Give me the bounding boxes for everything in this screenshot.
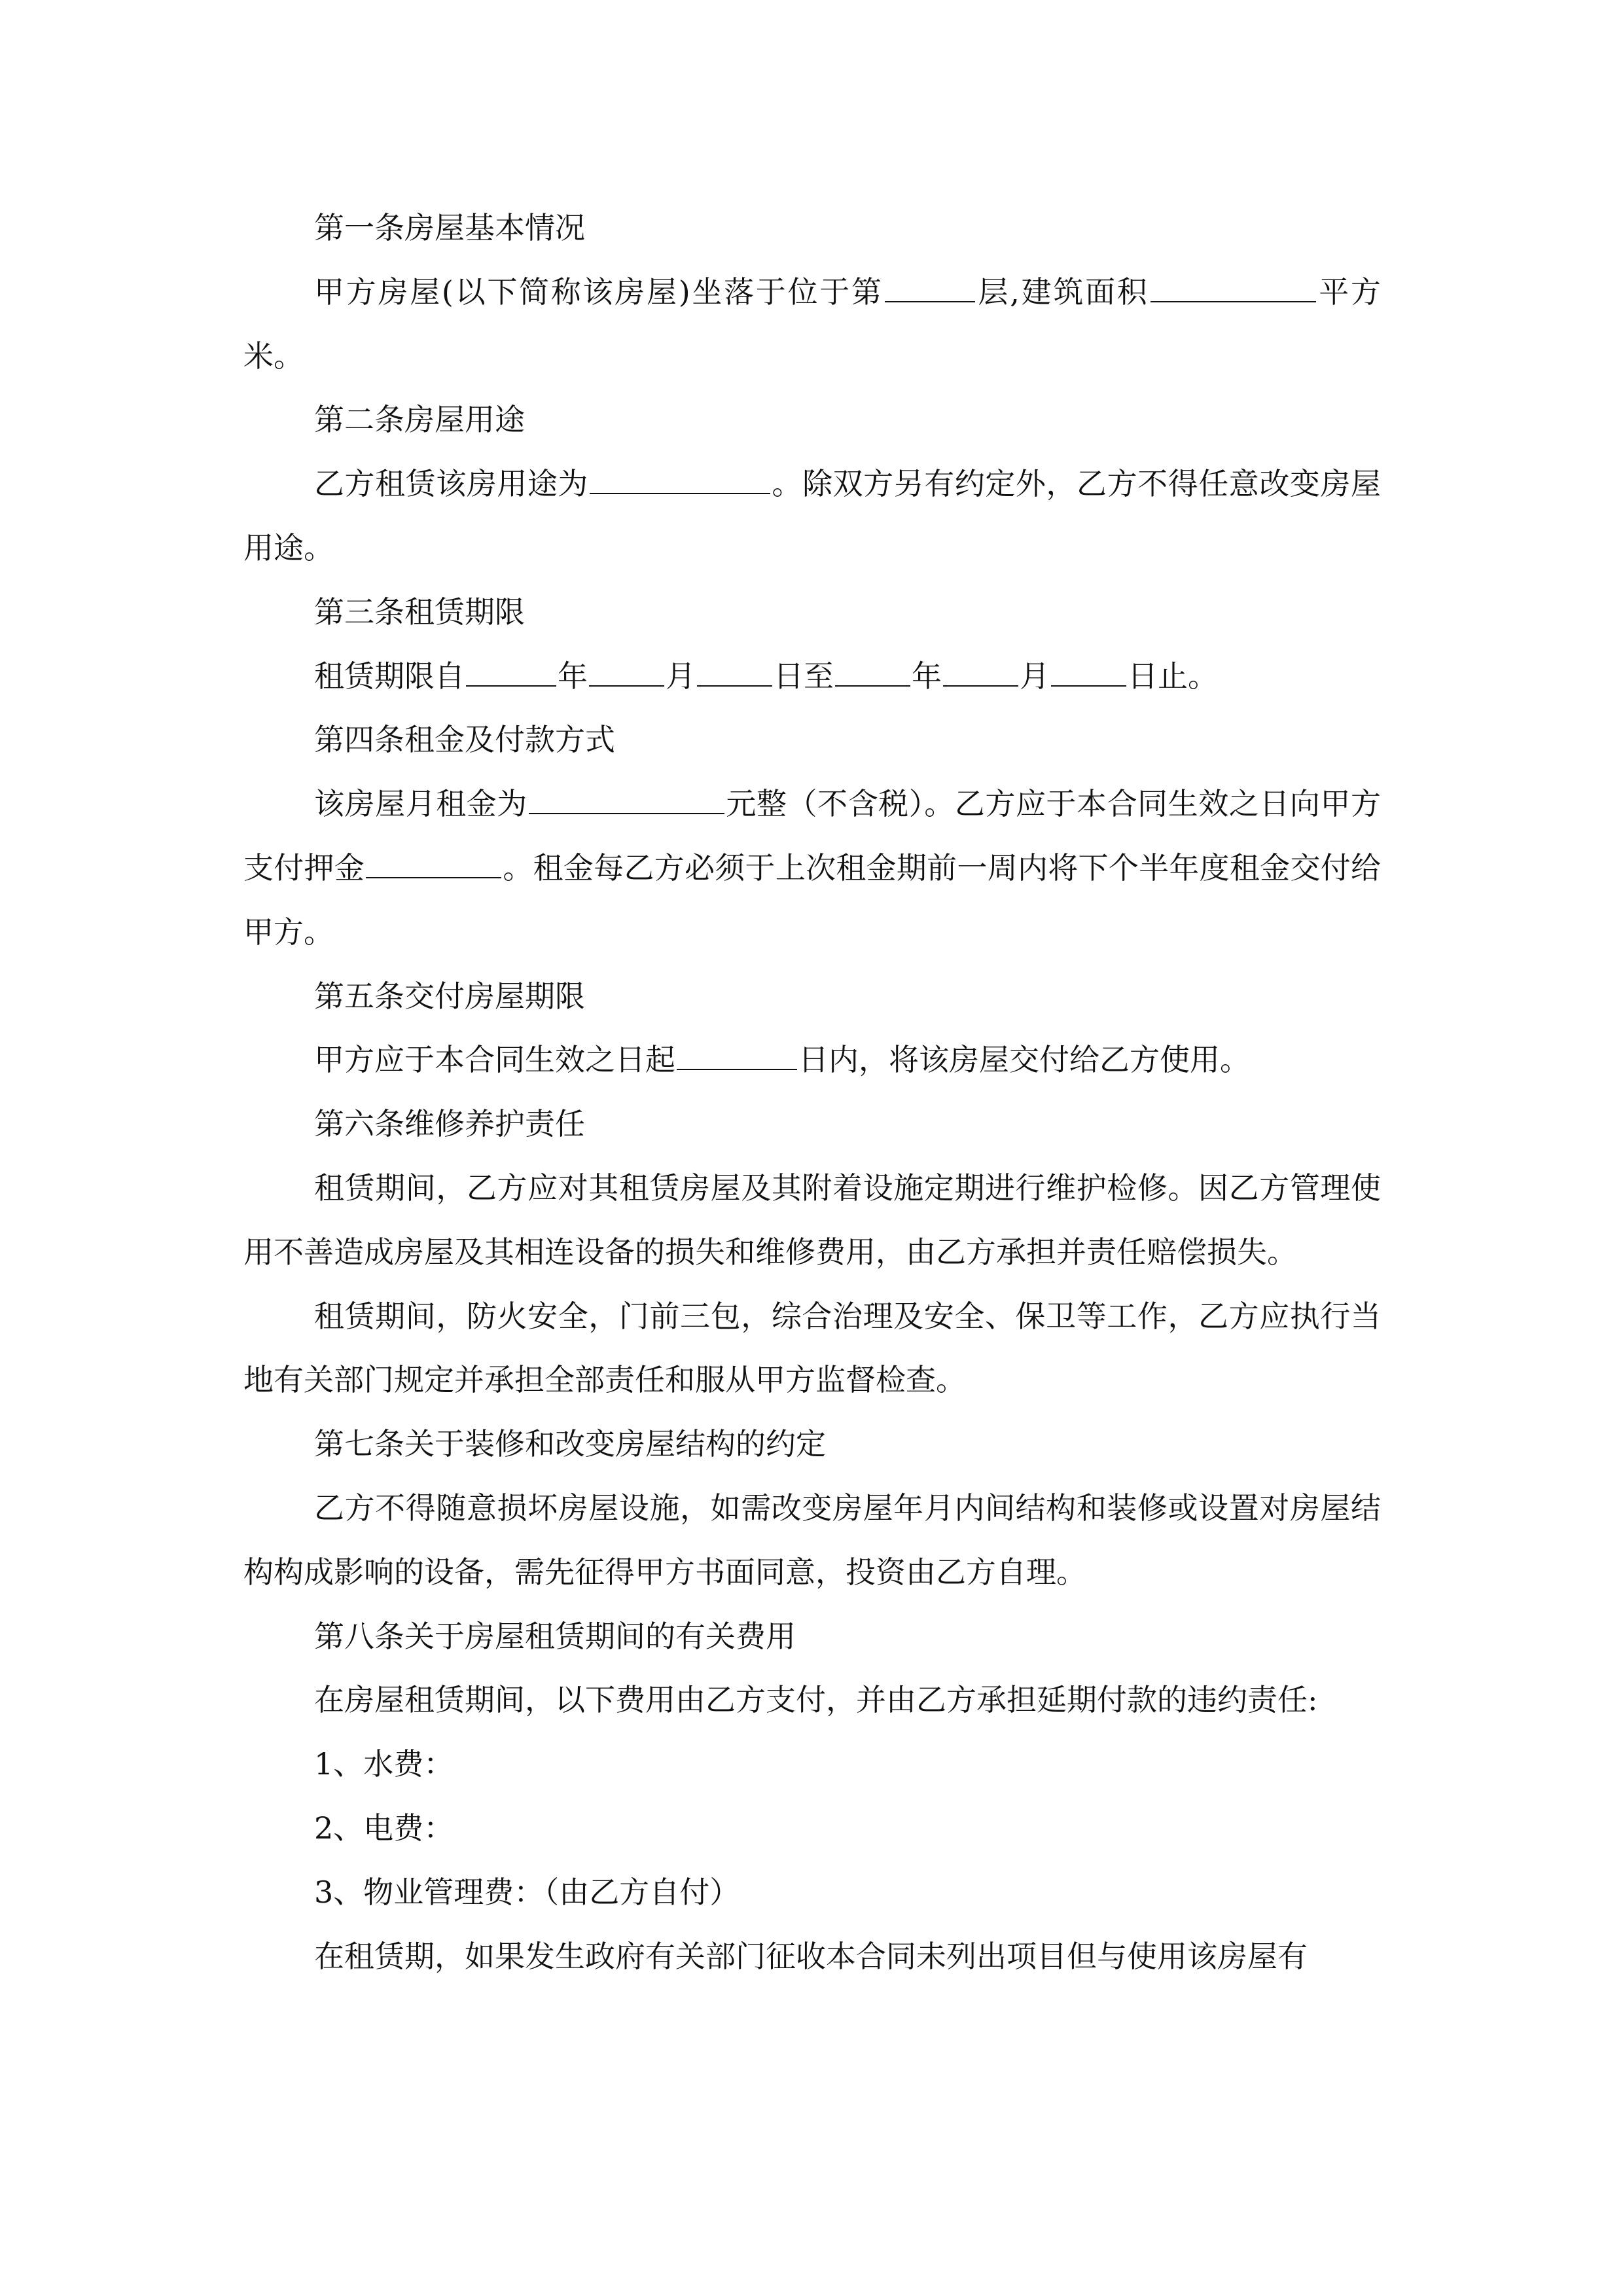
text-segment: 日至 [774, 658, 834, 694]
fill-in-blank [1051, 685, 1126, 687]
fill-in-blank [943, 685, 1018, 687]
text-segment: 第五条交付房屋期限 [314, 978, 585, 1014]
fill-in-blank [885, 300, 975, 302]
fill-in-blank [589, 685, 664, 687]
text-segment: 第二条房屋用途 [314, 402, 525, 438]
paragraph-art8-item-1 [243, 1732, 1381, 1797]
text-segment: 平方米。 [243, 274, 1382, 374]
text-segment: 在房屋租赁期间，以下费用由乙方支付，并由乙方承担延期付款的违约责任: [314, 1682, 1318, 1718]
text-segment: 乙方不得随意损坏房屋设施，如需改变房屋年月内间结构和装修或设置对房屋结构构成影响的设备，需先征得甲方书面同意，投资由乙方自理。 [243, 1490, 1381, 1590]
fill-in-blank [529, 812, 724, 814]
text-segment: 租赁期限自 [314, 658, 465, 694]
fill-in-blank [466, 685, 556, 687]
fill-in-blank [590, 492, 770, 494]
paragraph-art8-item-2 [243, 1797, 1381, 1861]
paragraph-art4-body [243, 772, 1381, 964]
fill-in-blank [697, 685, 772, 687]
paragraph-art6-body-1 [243, 1157, 1381, 1285]
text-segment: 。租金每乙方必须于上次租金期前一周内将下个半年度租金交付给甲方。 [243, 850, 1382, 950]
fill-in-blank [835, 685, 910, 687]
paragraph-art8-body-2 [243, 1925, 1381, 1989]
document-body [243, 196, 1381, 1988]
paragraph-art1-heading [243, 196, 1381, 260]
paragraph-art1-body [243, 260, 1381, 389]
text-segment: 年 [558, 658, 588, 694]
text-segment: 该房屋月租金为 [314, 786, 527, 822]
text-segment: 日止。 [1128, 658, 1218, 694]
text-segment: 年 [912, 658, 942, 694]
text-segment: 租赁期间，乙方应对其租赁房屋及其附着设施定期进行维护检修。因乙方管理使用不善造成房屋及其相连设备的损失和维修费用，由乙方承担并责任赔偿损失。 [243, 1170, 1381, 1270]
paragraph-art3-heading [243, 581, 1381, 645]
text-segment: 3、物业管理费：（由乙方自付） [314, 1874, 740, 1910]
text-segment: 第六条维修养护责任 [314, 1106, 585, 1142]
paragraph-art8-item-3 [243, 1861, 1381, 1925]
paragraph-art5-body [243, 1028, 1381, 1092]
text-segment: 。除双方另有约定外，乙方不得任意改变房屋用途。 [243, 466, 1382, 565]
text-segment: 元整（不含税）。乙方应于本合同生效之日向甲方支付押金 [243, 786, 1382, 886]
text-segment: 第四条租金及付款方式 [314, 722, 615, 758]
paragraph-art4-heading [243, 708, 1381, 772]
fill-in-blank [366, 876, 501, 878]
text-segment: 第三条租赁期限 [314, 594, 525, 630]
text-segment: 1、水费： [314, 1746, 454, 1782]
paragraph-art5-heading [243, 965, 1381, 1029]
text-segment: 甲方应于本合同生效之日起 [314, 1042, 675, 1078]
fill-in-blank [677, 1068, 797, 1070]
text-segment: 第一条房屋基本情况 [314, 210, 585, 245]
text-segment: 租赁期间，防火安全，门前三包，综合治理及安全、保卫等工作，乙方应执行当地有关部门规定并承担全部责任和服从甲方监督检查。 [243, 1298, 1381, 1398]
paragraph-art6-heading [243, 1092, 1381, 1157]
paragraph-art3-body [243, 645, 1381, 709]
text-segment: 第七条关于装修和改变房屋结构的约定 [314, 1426, 826, 1462]
paragraph-art7-body [243, 1477, 1381, 1605]
paragraph-art7-heading [243, 1412, 1381, 1477]
text-segment: 月 [666, 658, 696, 694]
paragraph-art8-body [243, 1668, 1381, 1732]
paragraph-art2-heading [243, 388, 1381, 452]
text-segment: 层,建筑面积 [976, 274, 1149, 310]
text-segment: 2、电费： [314, 1810, 454, 1846]
fill-in-blank [1150, 300, 1316, 302]
paragraph-art6-body-2 [243, 1285, 1381, 1413]
text-segment: 在租赁期，如果发生政府有关部门征收本合同未列出项目但与使用该房屋有 [314, 1938, 1308, 1974]
paragraph-art8-heading [243, 1605, 1381, 1669]
text-segment: 乙方租赁该房用途为 [314, 466, 588, 502]
text-segment: 月 [1020, 658, 1050, 694]
text-segment: 甲方房屋(以下简称该房屋)坐落于位于第 [314, 274, 883, 310]
text-segment: 第八条关于房屋租赁期间的有关费用 [314, 1618, 796, 1654]
text-segment: 日内，将该房屋交付给乙方使用。 [798, 1042, 1250, 1078]
paragraph-art2-body [243, 452, 1381, 581]
